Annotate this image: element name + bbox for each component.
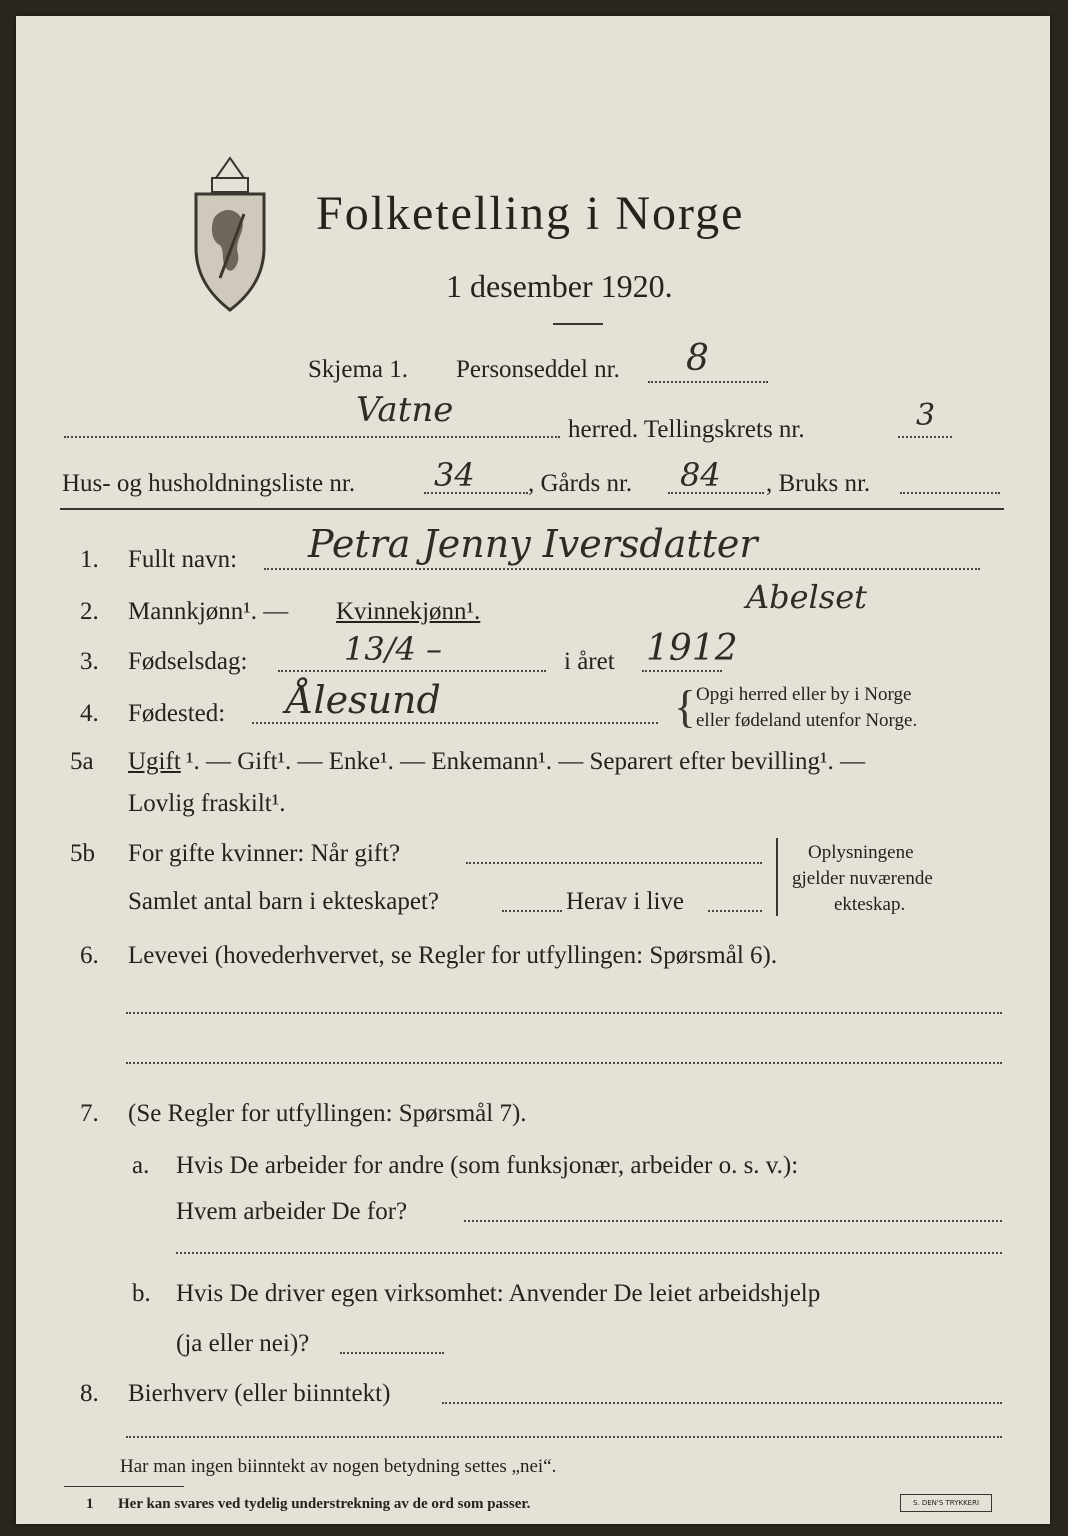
census-form [16,16,1050,1524]
full-name-value[interactable]: Petra Jenny Iversdatter [308,522,758,566]
q4-number: 4. [80,700,99,727]
krets-value[interactable]: 3 [916,398,936,433]
q8-line-1 [442,1402,1002,1404]
personseddel-line [648,381,768,383]
year-line [642,670,722,672]
q3-number: 3. [80,648,99,675]
q3-label: Fødselsdag: [128,648,248,675]
gards-value[interactable]: 84 [680,456,721,494]
header-rule [60,508,1004,510]
q6-line-2 [126,1062,1002,1064]
gards-label: , Gårds nr. [528,470,633,497]
hus-label: Hus- og husholdningsliste nr. [62,470,356,497]
bruks-label: , Bruks nr. [766,470,871,497]
q5b-line-1: For gifte kvinner: Når gift? [128,840,401,867]
q4-brace: { [674,681,697,732]
herred-label: herred. Tellingskrets nr. [568,416,805,443]
q5a-line-2: Lovlig fraskilt¹. [128,790,286,817]
q7b-answer-line [340,1352,444,1354]
printer-stamp: S. DEN'S TRYKKERI [900,1494,992,1512]
q5b-married-line [466,862,762,864]
birthplace-value[interactable]: Ålesund [286,678,441,722]
q5b-note-3: ekteskap. [834,894,906,915]
q5a-options: ¹. — Gift¹. — Enke¹. — Enkemann¹. — Separert efter bevilling¹. — [186,748,865,775]
census-date: 1 desember 1920. [446,268,673,304]
q2-number: 2. [80,598,99,625]
q2-female[interactable]: Kvinnekjønn¹. [336,598,481,625]
q8-line-2 [126,1436,1002,1438]
q5b-children-line [502,910,562,912]
q1-label: Fullt navn: [128,546,238,573]
footer-note: Har man ingen biinntekt av nogen betydning settes „nei“. [120,1456,557,1477]
q4-note-2: eller fødeland utenfor Norge. [696,710,918,731]
bruks-line [900,492,1000,494]
q4-note-1: Opgi herred eller by i Norge [696,684,912,705]
q7-number: 7. [80,1100,99,1127]
q5a-number: 5a [70,748,94,775]
q5b-line-2: Samlet antal barn i ekteskapet? [128,888,439,915]
birthplace-line [252,722,658,724]
q5b-alive-line [708,910,762,912]
year-label: i året [564,648,615,675]
krets-line [898,436,952,438]
title-divider [553,323,603,325]
hus-value[interactable]: 34 [434,456,475,494]
birthday-line [278,670,546,672]
q7a-number: a. [132,1152,150,1179]
q7a-line-extra [176,1252,1002,1254]
q7b-number: b. [132,1280,151,1307]
personseddel-label: Personseddel nr. [456,356,620,383]
q7a-employer-line [464,1220,1002,1222]
coat-of-arms-icon [186,148,274,316]
q7a-line-2: Hvem arbeider De for? [176,1198,408,1225]
q5b-note-1: Oplysningene [808,842,914,863]
footnote-text: Her kan svares ved tydelig understrekning av de ord som passer. [118,1496,531,1512]
q2-male: Mannkjønn¹. — [128,598,289,625]
q1-line [264,568,980,570]
q8-number: 8. [80,1380,99,1407]
herred-value[interactable]: Vatne [356,390,454,430]
herred-line [64,436,560,438]
q7-label: (Se Regler for utfyllingen: Spørsmål 7). [128,1100,527,1127]
year-value[interactable]: 1912 [646,628,738,669]
full-name-value-2[interactable]: Abelset [746,578,867,616]
q5b-brace-line [776,838,778,916]
q7b-line-2: (ja eller nei)? [176,1330,310,1357]
q7b-line-1: Hvis De driver egen virksomhet: Anvender De leiet arbeidshjelp [176,1280,821,1307]
q5a-ugift[interactable]: Ugift [128,748,181,775]
q6-label: Levevei (hovederhvervet, se Regler for utfyllingen: Spørsmål 6). [128,942,778,969]
q4-label: Fødested: [128,700,226,727]
form-title: Folketelling i Norge [316,187,745,240]
footnote-number: 1 [86,1496,94,1512]
q5b-herav: Herav i live [566,888,685,915]
personseddel-value[interactable]: 8 [686,338,709,379]
q7a-line-1: Hvis De arbeider for andre (som funksjonær, arbeider o. s. v.): [176,1152,799,1179]
q1-number: 1. [80,546,99,573]
birthday-value[interactable]: 13/4 – [344,630,443,668]
q5b-number: 5b [70,840,95,867]
q6-line-1 [126,1012,1002,1014]
q8-label: Bierhverv (eller biinntekt) [128,1380,391,1407]
footnote-rule [64,1486,184,1487]
schema-label: Skjema 1. [308,356,408,383]
q5b-note-2: gjelder nuværende [792,868,933,889]
q6-number: 6. [80,942,99,969]
